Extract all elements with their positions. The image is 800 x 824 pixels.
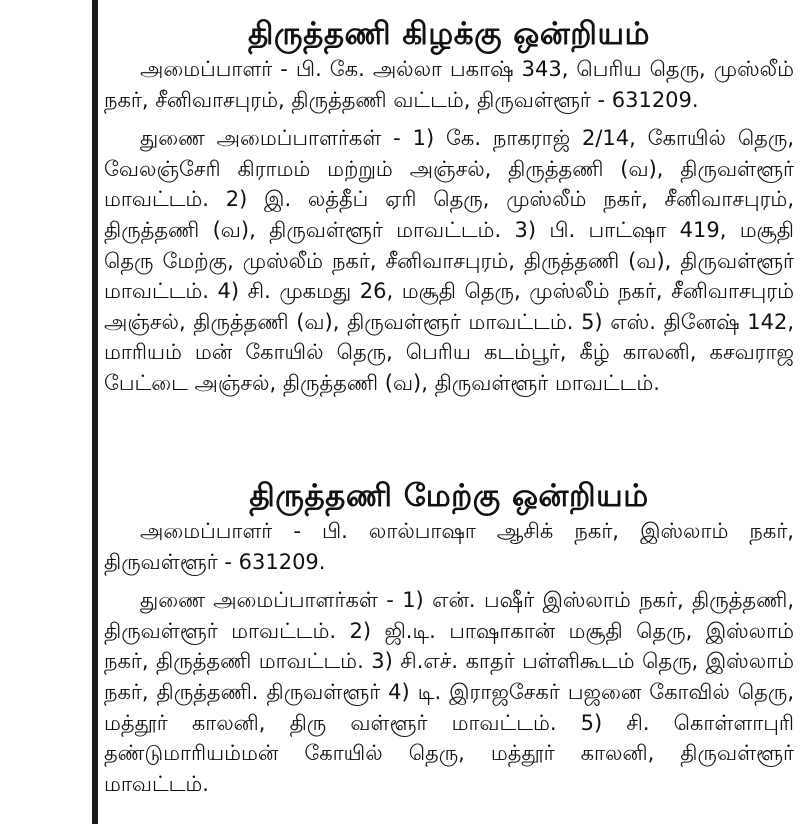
article-column xyxy=(104,0,794,824)
column-rule xyxy=(92,0,98,824)
organizer-paragraph: அமைப்பாளர் - பி. லால்பாஷா ஆசிக் நகர், இஸ்லாம் நகர், திருவள்ளூர் - 631209. xyxy=(104,519,794,574)
section-heading: திருத்தணி கிழக்கு ஒன்றியம் xyxy=(248,16,650,52)
deputy-organizers-paragraph: துணை அமைப்பாளர்கள் - 1) கே. நாகராஜ் 2/14, கோயில் தெரு, வேலஞ்சேரி கிராமம் மற்றும் அஞ்சல், திருத்தணி (வ), திருவள்ளூர் மாவட்டம். 2) இ. லத்தீப் ஏரி தெரு, முஸ்லீம் நகர், சீனிவாசபுரம், திருத்தணி (வ), திருவள்ளூர் மாவட்டம். 3) பி. பாட்ஷா 419, மசூதி தெரு மேற்கு, முஸ்லீம் நகர், சீனிவாசபுரம், திருத்தணி (வ), திருவள்ளூர் மாவட்டம். 4) சி. முகமது 26, மசூதி தெரு, முஸ்லீம் நகர், சீனிவாசபுரம் அஞ்சல், திருத்தணி (வ), திருவள்ளூர் மாவட்டம். 5) எஸ். தினேஷ் 142, மாரியம் மன் கோயில் தெரு, பெரிய கடம்பூர், கீழ் காலனி, கசவராஜ பேட்டை அஞ்சல், திருத்தணி (வ), திருவள்ளூர் மாவட்டம். xyxy=(104,126,794,395)
section-heading: திருத்தணி மேற்கு ஒன்றியம் xyxy=(249,478,649,514)
section-thiruthani-east xyxy=(104,14,794,399)
deputy-organizers-paragraph: துணை அமைப்பாளர்கள் - 1) என். பஷீர் இஸ்லாம் நகர், திருத்தணி, திருவள்ளூர் மாவட்டம். 2) ஜி.டி. பாஷாகான் மசூதி தெரு, இஸ்லாம் நகர், திருத்தணி மாவட்டம். 3) சி.எச். காதர் பள்ளிகூடம் தெரு, இஸ்லாம் நகர், திருத்தணி. திருவள்ளூர் 4) டி. இராஜசேகர் பஜனை கோவில் தெரு, மத்தூர் காலனி, திரு வள்ளூர் மாவட்டம். 5) சி. கொள்ளாபுரி தண்டுமாரியம்மன் கோயில் தெரு, மத்தூர் காலனி, திருவள்ளூர் மாவட்டம். xyxy=(104,588,794,796)
section-thiruthani-west xyxy=(104,476,794,799)
organizer-paragraph: அமைப்பாளர் - பி. கே. அல்லா பகாஷ் 343, பெரிய தெரு, முஸ்லீம் நகர், சீனிவாசபுரம், திருத்தணி வட்டம், திருவள்ளூர் - 631209. xyxy=(104,57,794,112)
